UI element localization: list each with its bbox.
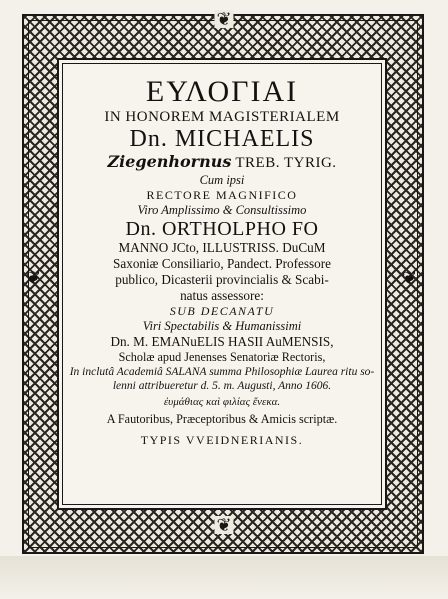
fleuron-icon: ❦ — [216, 515, 232, 535]
fleuron-icon: ❦ — [216, 9, 232, 29]
rector-heading: RECTORE MAGNIFICO — [146, 187, 298, 202]
rector-epithet: Viro Amplissimo & Consultissimo — [137, 202, 307, 217]
dean-title: Scholæ apud Jenenses Senatoriæ Rectoris, — [118, 350, 326, 365]
dean-name: Dn. M. EMANuELIS HASII AuMENSIS, — [110, 334, 334, 350]
rector-title-2: Saxoniæ Consiliario, Pandect. Professore — [113, 255, 331, 271]
greek-motto: ἐυμάθιας καὶ φιλίας ἕνεκα. — [163, 396, 281, 409]
fleuron-icon: ❦ — [26, 268, 42, 288]
authors-line: A Fautoribus, Præceptoribus & Amicis scriptæ. — [106, 412, 338, 427]
occasion-line-2: lenni attribueretur d. 5. m. Augusti, Anno 1606. — [112, 380, 332, 393]
printer-line: TYPIS VVEIDNERIANIS. — [140, 433, 304, 448]
greek-title: ΕΥΛΟΓΙΑΙ — [145, 75, 299, 108]
rector-title-3: publico, Dicasterii provincialis & Scabi- — [115, 272, 329, 288]
origin-text: TREB. TYRIG. — [235, 155, 337, 172]
cum-ipsi: Cum ipsi — [199, 172, 245, 187]
dedication-line: IN HONOREM MAGISTERIALEM — [104, 108, 340, 125]
rector-name: Dn. ORTHOLPHO FO — [125, 217, 319, 240]
honoree-origin — [69, 152, 375, 173]
page-margin — [0, 556, 448, 599]
title-block — [57, 58, 387, 510]
rector-title-1: MANNO JCto, ILLUSTRISS. DuCuM — [118, 239, 326, 255]
occasion-line-1: In inclutâ Academiâ SALANA summa Philosophiæ Laurea ritu so- — [69, 366, 375, 379]
rector-title-4: natus assessore: — [180, 288, 264, 304]
decanate-heading: SUB DECANATU — [169, 304, 275, 319]
surname-blackletter: Ziegenhornus — [107, 152, 232, 172]
fleuron-icon: ❦ — [402, 268, 418, 288]
honoree-name: Dn. MICHAELIS — [129, 125, 315, 152]
dean-epithet: Viri Spectabilis & Humanissimi — [142, 318, 302, 333]
